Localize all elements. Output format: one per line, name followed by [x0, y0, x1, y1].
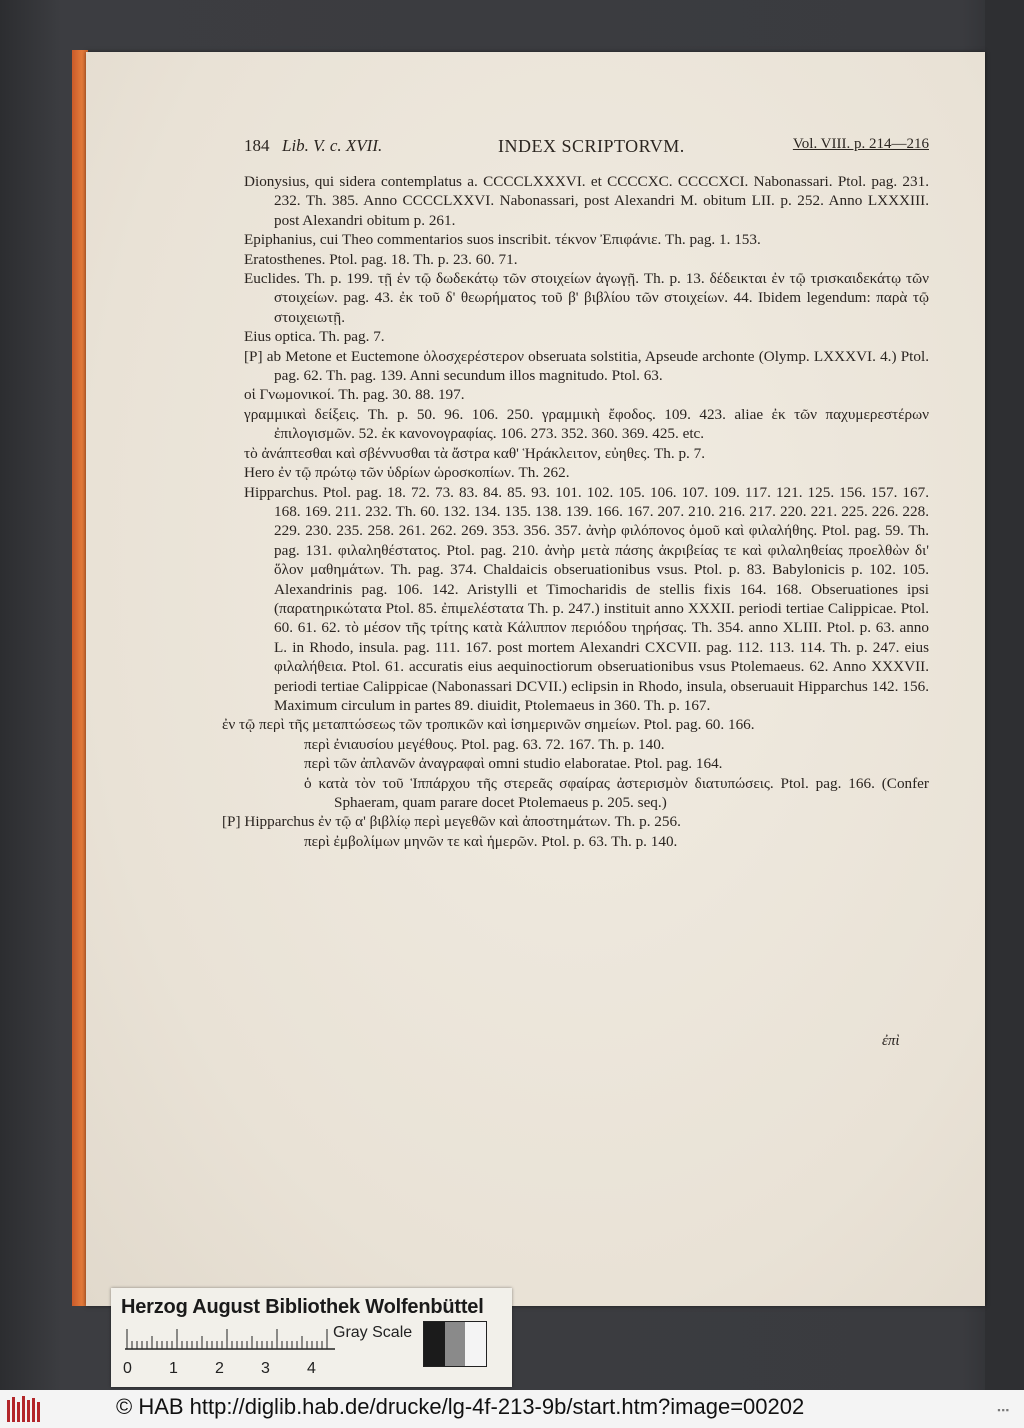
volume-reference: Vol. VIII. p. 214—216 — [792, 136, 929, 152]
index-entry: οἱ Γνωμονικοί. Th. pag. 30. 88. 197. — [244, 386, 465, 404]
running-head — [244, 136, 929, 160]
index-entry: Dionysius, qui sidera contemplatus a. CCCCLXXXVI. et CCCCXC. CCCCXCI. Nabonassari. Ptol. pag. 231. 232. Th. 385. Anno CCCCLXXVI. Nabonassari, post Alexandri M. obitum LII. p. 252. Anno LXXXIII. post Alexandri obitum p. 261. — [244, 173, 929, 229]
ruler-label: 3 — [261, 1360, 270, 1377]
library-name: Herzog August Bibliothek Wolfenbüttel — [121, 1296, 484, 1318]
footer-copyright: © HAB http://diglib.hab.de/drucke/lg-4f-213-9b/start.htm?image=00202 — [116, 1394, 805, 1419]
gray-scale-swatches — [423, 1321, 487, 1367]
index-sub-entry: [P] Hipparchus ἐν τῷ α' βιβλίῳ περὶ μεγεθῶν καὶ ἀποστημάτων. Th. p. 256. — [222, 813, 681, 831]
index-entry: Eius optica. Th. pag. 7. — [244, 328, 385, 346]
footer-dots: ▪▪▪ — [997, 1405, 1010, 1415]
index-sub-entry: ὁ κατὰ τὸν τοῦ Ἱππάρχου τῆς στερεᾶς σφαίρας ἀστερισμὸν διατυπώσεις. Ptol. pag. 166. (Confer Sphaeram, quam parare docet Ptolemaeus p. 205. seq.) — [304, 774, 929, 811]
swatch-black — [424, 1322, 445, 1366]
index-sub-entry: ἐν τῷ περὶ τῆς μεταπτώσεως τῶν τροπικῶν καὶ ἰσημερινῶν σημείων. Ptol. pag. 60. 166. — [222, 716, 755, 734]
measurement-ruler — [125, 1328, 335, 1350]
adjacent-page-edge — [985, 0, 1024, 1390]
index-entry: Euclides. Th. p. 199. τῇ ἐν τῷ δωδεκάτῳ τῶν στοιχείων ἀγωγῇ. Th. p. 13. δέδεικται ἐν τῷ τρισκαιδεκάτῳ τῶν στοιχείων. pag. 43. ἐκ τοῦ δ' θεωρήματος τοῦ β' βιβλίου τῶν στοιχείων. 44. Ibidem legendum: παρὰ τῷ στοιχειωτῇ. — [244, 270, 929, 326]
ruler-label: 2 — [215, 1360, 224, 1377]
gray-scale-label: Gray Scale — [333, 1324, 413, 1341]
index-entry: τὸ ἀνάπτεσθαι καὶ σβέννυσθαι τὰ ἄστρα καθ' Ἡράκλειτον, εὐηθες. Th. p. 7. — [244, 444, 706, 462]
running-title: INDEX SCRIPTORVM. — [498, 136, 685, 156]
swatch-gray — [445, 1322, 466, 1366]
ruler-label: 1 — [169, 1360, 178, 1377]
index-entry: γραμμικαὶ δείξεις. Th. p. 50. 96. 106. 250. γραμμικὴ ἔφοδος. 109. 423. aliae ἐκ τῶν παχυμερεστέρων ἐπιλογισμῶν. 52. ἐκ κανονογραφίας. 106. 273. 352. 360. 369. 425. etc. — [244, 405, 929, 443]
index-entry: Epiphanius, cui Theo commentarios suos inscribit. τέκνον Ἐπιφάνιε. Th. pag. 1. 153. — [244, 231, 761, 249]
index-entry: Eratosthenes. Ptol. pag. 18. Th. p. 23. 60. 71. — [244, 250, 518, 268]
library-color-card — [111, 1288, 512, 1387]
page-number: 184 — [244, 136, 270, 155]
index-entry: Hero ἐν τῷ πρώτῳ τῶν ὑδρίων ὡροσκοπίων. Th. 262. — [244, 464, 570, 482]
ruler-label: 4 — [307, 1360, 316, 1377]
index-text — [222, 172, 929, 851]
catchword: ἐπὶ — [882, 1033, 900, 1049]
ruler-label: 0 — [123, 1360, 132, 1377]
index-entry: [P] ab Metone et Euctemone ὁλοσχερέστερον obseruata solstitia, Apseude archonte (Olymp. LXXXVI. 4.) Ptol. pag. 62. Th. pag. 139. Anni secundum illos magnitudo. Ptol. 63. — [244, 347, 929, 385]
index-sub-entry: περὶ ἐνιαυσίου μεγέθους. Ptol. pag. 63. 72. 167. Th. p. 140. — [304, 735, 665, 753]
footer-bar — [0, 1390, 1024, 1428]
swatch-white — [465, 1322, 486, 1366]
book-chapter: Lib. V. c. XVII. — [282, 136, 383, 155]
index-sub-entry: περὶ τῶν ἀπλανῶν ἀναγραφαὶ omni studio elaboratae. Ptol. pag. 164. — [304, 755, 723, 773]
index-entry: Hipparchus. Ptol. pag. 18. 72. 73. 83. 84. 85. 93. 101. 102. 105. 106. 107. 109. 117. 121. 125. 156. 157. 167. 168. 169. 211. 232. Th. 60. 132. 134. 135. 138. 139. 166. 167. 207. 210. 216. 217. 220. 221. 225. 226. 228. 229. 230. 235. 258. 261. 262. 269. 353. 356. 357. ἀνὴρ φιλόπονος ὁμοῦ καὶ φιλαλήθης. Ptol. pag. 59. Th. pag. 131. φιλαληθέστατος. Ptol. pag. 210. ἀνὴρ μετὰ πάσης ἀκριβείας τε καὶ φιλαληθείας προελθὼν δι' ὅλον μαθημάτων. Th. pag. 374. Chaldaicis obseruationibus vsus. Ptol. p. 83. Babylonicis p. 102. 105. Alexandrinis pag. 106. 142. Aristylli et Timocharidis de stellis fixis 164. 168. Obseruationes ipsi (παρατηρικώτατα Ptol. 85. ἐπιμελέστατα Th. p. 247.) instituit anno XXXII. periodi tertiae Calippicae. Ptol. 60. 61. 62. τὸ μέσον τῆς τρίτης κατὰ Κάλιππον περιόδου τηρήσας. Th. 354. anno XLIII. Ptol. p. 63. anno L. in Rhodo, insula. pag. 111. 167. post mortem Alexandri CXCVII. pag. 112. 113. 114. Th. p. 247. eius φιλαλήθεια. Ptol. 61. accuratis eius aequinoctiorum obseruationibus vsus Ptolemaeus. 62. Anno XXXVII. periodi tertiae Calippicae (Nabonassari DCVII.) eclipsin in Rhodo, insula, obseruauit Hipparchus 142. 156. Maximum circulum in partes 89. diuidit, Ptolemaeus in 360. Th. p. 167. — [244, 483, 929, 714]
hab-logo-icon — [6, 1394, 44, 1424]
index-sub-entry: περὶ ἐμβολίμων μηνῶν τε καὶ ἡμερῶν. Ptol. p. 63. Th. p. 140. — [304, 832, 678, 850]
